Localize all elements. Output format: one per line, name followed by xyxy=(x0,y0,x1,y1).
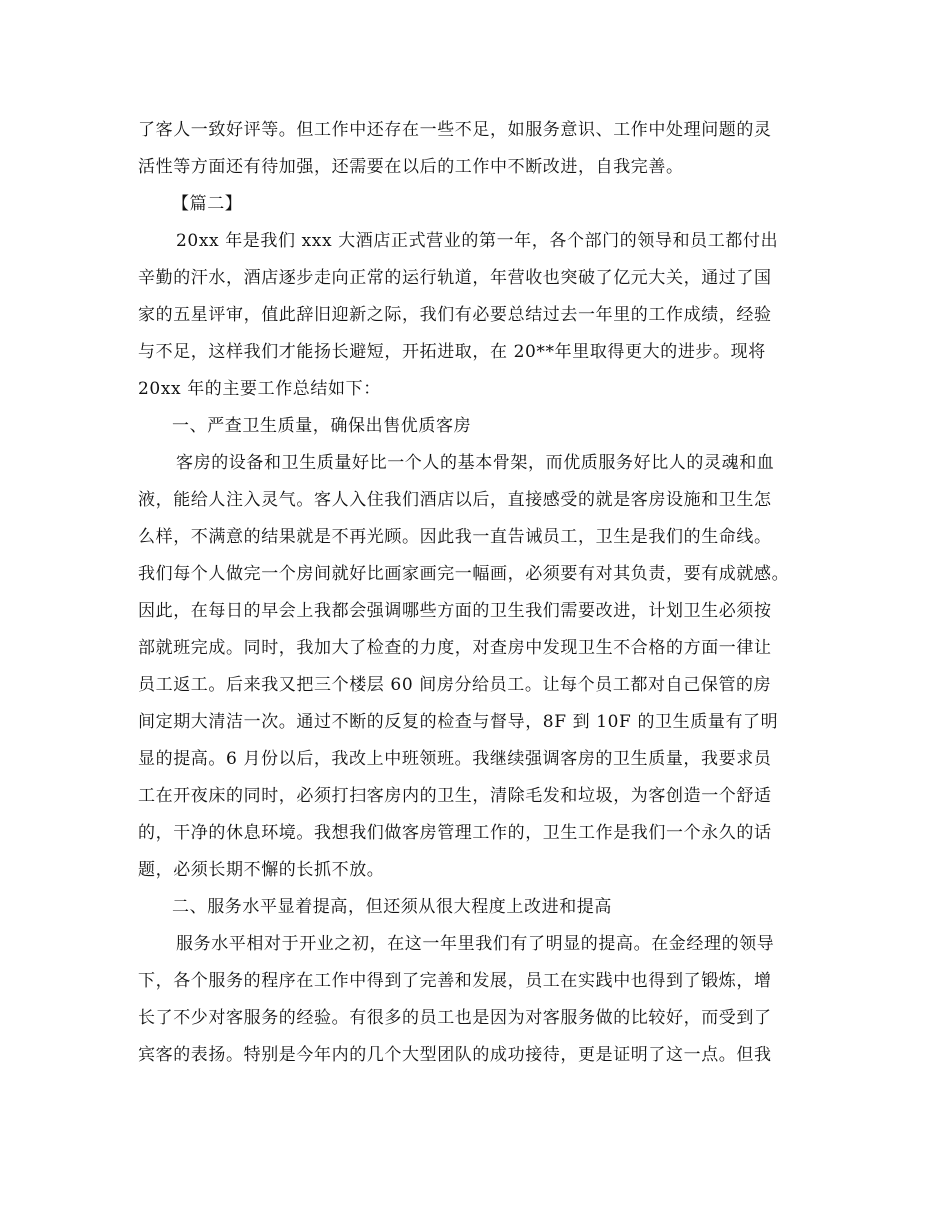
text-line: 员工返工。后来我又把三个楼层 60 间房分给员工。让每个员工都对自己保管的房 xyxy=(138,675,772,695)
text-line: 活性等方面还有待加强，还需要在以后的工作中不断改进，自我完善。 xyxy=(138,157,684,177)
text-line: 间定期大清洁一次。通过不断的反复的检查与督导，8F 到 10F 的卫生质量有了明 xyxy=(138,712,779,732)
text-line: 与不足，这样我们才能扬长避短，开拓进取，在 20**年里取得更大的进步。现将 xyxy=(138,342,766,362)
text-line: 我们每个人做完一个房间就好比画家画完一幅画，必须要有对其负责，要有成就感。 xyxy=(138,564,790,584)
text-line: 么样，不满意的结果就是不再光顾。因此我一直告诫员工，卫生是我们的生命线。 xyxy=(138,527,772,547)
text-line: 长了不少对客服务的经验。有很多的员工也是因为对客服务做的比较好，而受到了 xyxy=(138,1008,772,1028)
section-heading: 【篇二】 xyxy=(172,194,243,214)
section-heading: 一、严查卫生质量，确保出售优质客房 xyxy=(172,416,472,436)
text-line: 显的提高。6 月份以后，我改上中班领班。我继续强调客房的卫生质量，我要求员 xyxy=(138,749,772,769)
text-line: 的，干净的休息环境。我想我们做客房管理工作的，卫生工作是我们一个永久的话 xyxy=(138,823,772,843)
text-line: 题，必须长期不懈的长抓不放。 xyxy=(138,860,385,880)
text-line: 下，各个服务的程序在工作中得到了完善和发展，员工在实践中也得到了锻炼，增 xyxy=(138,971,772,991)
text-line: 客房的设备和卫生质量好比一个人的基本骨架，而优质服务好比人的灵魂和血 xyxy=(176,453,775,473)
text-line: 了客人一致好评等。但工作中还存在一些不足，如服务意识、工作中处理问题的灵 xyxy=(138,120,772,140)
text-line: 工在开夜床的同时，必须打扫客房内的卫生，清除毛发和垃圾，为客创造一个舒适 xyxy=(138,786,772,806)
text-line: 20xx 年是我们 xxx 大酒店正式营业的第一年，各个部门的领导和员工都付出 xyxy=(176,231,779,251)
text-line: 部就班完成。同时，我加大了检查的力度，对查房中发现卫生不合格的方面一律让 xyxy=(138,638,772,658)
text-line: 液，能给人注入灵气。客人入住我们酒店以后，直接感受的就是客房设施和卫生怎 xyxy=(138,490,772,510)
text-line: 20xx 年的主要工作总结如下： xyxy=(138,379,381,399)
text-line: 辛勤的汗水，酒店逐步走向正常的运行轨道，年营收也突破了亿元大关，通过了国 xyxy=(138,268,772,288)
section-heading: 二、服务水平显着提高，但还须从很大程度上改进和提高 xyxy=(172,897,612,917)
text-line: 宾客的表扬。特别是今年内的几个大型团队的成功接待，更是证明了这一点。但我 xyxy=(138,1045,772,1065)
text-line: 因此，在每日的早会上我都会强调哪些方面的卫生我们需要改进，计划卫生必须按 xyxy=(138,601,772,621)
text-line: 家的五星评审，值此辞旧迎新之际，我们有必要总结过去一年里的工作成绩，经验 xyxy=(138,305,772,325)
text-line: 服务水平相对于开业之初，在这一年里我们有了明显的提高。在金经理的领导 xyxy=(176,934,775,954)
